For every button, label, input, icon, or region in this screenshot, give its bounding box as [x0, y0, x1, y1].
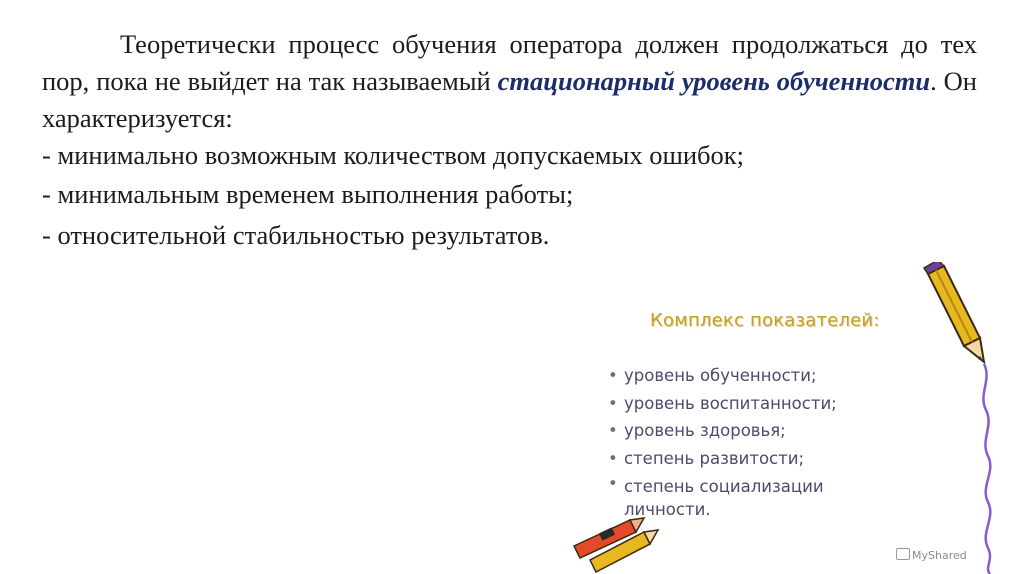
item-errors: - минимально возможным количеством допускаемых ошибок;: [42, 140, 745, 170]
indicator-text: уровень воспитанности;: [624, 393, 837, 413]
intro-tail: . Он характеризуется:: [42, 66, 977, 133]
intro-paragraph: [42, 26, 977, 137]
intro-text: Теоретически процесс обучения оператора должен продолжаться до тех пор, пока не выйдет на так называемый: [42, 29, 977, 96]
watermark-icon: [896, 548, 910, 560]
item-time: - минимальным временем выполнения работы;: [42, 179, 574, 209]
indicator-text: степень социализации: [624, 477, 824, 496]
indicator-item: [606, 472, 837, 521]
indicator-text: уровень здоровья;: [624, 421, 786, 440]
indicator-text: степень развитости;: [624, 448, 805, 468]
indicator-item: [606, 445, 837, 473]
main-text: [42, 26, 977, 254]
pencil-icon: [924, 262, 984, 362]
indicator-item: [606, 362, 837, 390]
crayons-icon: [574, 518, 658, 572]
indicators-clipart: [560, 262, 1024, 574]
item-stability: - относительной стабильностью результатов.: [42, 220, 550, 250]
indicator-item: [606, 390, 837, 418]
indicator-text-continued: личности.: [624, 500, 711, 519]
indicators-list: [606, 362, 837, 521]
indicator-item: [606, 417, 837, 445]
watermark-text: MyShared: [912, 549, 967, 562]
indicators-title: Комплекс показателей:: [650, 310, 880, 331]
squiggle-line: [983, 364, 990, 574]
highlight-term: стационарный уровень обученности: [497, 66, 931, 96]
watermark: [896, 548, 967, 562]
indicator-text: уровень обученности;: [624, 366, 817, 385]
